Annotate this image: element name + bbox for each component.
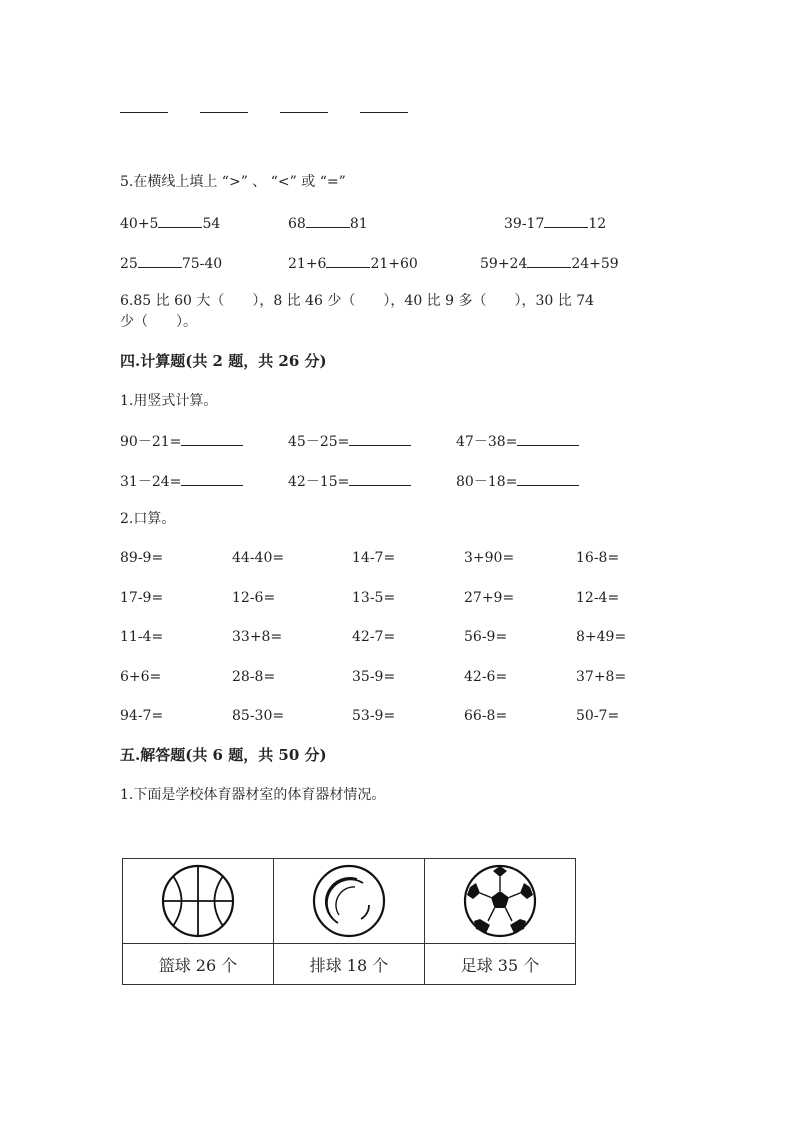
equipment-label: 排球 18 个 <box>274 944 425 985</box>
compare-blank[interactable] <box>527 253 571 268</box>
mental-math-item: 6+6= <box>120 669 162 685</box>
answer-blank[interactable] <box>360 112 408 113</box>
mental-math-item: 12-4= <box>576 590 620 606</box>
vertical-calc-item: 80－18= <box>456 471 579 491</box>
mental-math-item: 94-7= <box>120 708 164 724</box>
vertical-calc-item: 45－25= <box>288 431 411 451</box>
section-5-q1-title: 1.下面是学校体育器材室的体育器材情况。 <box>120 787 386 803</box>
mental-math-item: 85-30= <box>232 708 285 724</box>
mental-math-item: 27+9= <box>464 590 515 606</box>
mental-math-item: 53-9= <box>352 708 396 724</box>
equipment-image-cell <box>123 859 274 944</box>
compare-item: 39-17 12 <box>504 213 606 233</box>
equipment-image-cell <box>274 859 425 944</box>
compare-blank[interactable] <box>306 213 350 228</box>
mental-math-item: 3+90= <box>464 550 515 566</box>
mental-math-item: 11-4= <box>120 629 164 645</box>
answer-blank[interactable] <box>181 431 243 446</box>
mental-math-item: 13-5= <box>352 590 396 606</box>
answer-blank[interactable] <box>280 112 328 113</box>
answer-blank[interactable] <box>517 431 579 446</box>
answer-blank[interactable] <box>181 471 243 486</box>
mental-math-item: 42-7= <box>352 629 396 645</box>
answer-blank[interactable] <box>120 112 168 113</box>
q6-line-2: 少（ ）。 <box>120 314 197 330</box>
compare-item: 40+5 54 <box>120 213 220 233</box>
vertical-calc-item: 31－24= <box>120 471 243 491</box>
answer-blank[interactable] <box>349 431 411 446</box>
mental-math-item: 66-8= <box>464 708 508 724</box>
mental-math-item: 16-8= <box>576 550 620 566</box>
mental-math-item: 17-9= <box>120 590 164 606</box>
vertical-calc-item: 47－38= <box>456 431 579 451</box>
compare-item: 68 81 <box>288 213 368 233</box>
equipment-label: 篮球 26 个 <box>123 944 274 985</box>
soccer-ball-icon <box>462 863 538 939</box>
vertical-calc-item: 42－15= <box>288 471 411 491</box>
compare-item: 59+24 24+59 <box>480 253 619 273</box>
compare-blank[interactable] <box>138 253 182 268</box>
q5-title: 5.在横线上填上 “>” 、 “<” 或 “=” <box>120 174 346 190</box>
section-4-q1-title: 1.用竖式计算。 <box>120 393 218 409</box>
answer-blank[interactable] <box>349 471 411 486</box>
answer-blank[interactable] <box>200 112 248 113</box>
section-4-q2-title: 2.口算。 <box>120 511 176 527</box>
compare-blank[interactable] <box>544 213 588 228</box>
vertical-calc-item: 90－21= <box>120 431 243 451</box>
mental-math-item: 14-7= <box>352 550 396 566</box>
compare-blank[interactable] <box>158 213 202 228</box>
mental-math-item: 35-9= <box>352 669 396 685</box>
answer-blank[interactable] <box>517 471 579 486</box>
mental-math-item: 56-9= <box>464 629 508 645</box>
mental-math-item: 37+8= <box>576 669 627 685</box>
mental-math-item: 50-7= <box>576 708 620 724</box>
mental-math-item: 33+8= <box>232 629 283 645</box>
basketball-icon <box>160 863 236 939</box>
compare-blank[interactable] <box>326 253 370 268</box>
section-5-title: 五.解答题(共 6 题，共 50 分) <box>120 746 327 764</box>
section-4-title: 四.计算题(共 2 题，共 26 分) <box>120 352 327 370</box>
mental-math-item: 12-6= <box>232 590 276 606</box>
mental-math-item: 44-40= <box>232 550 285 566</box>
mental-math-item: 28-8= <box>232 669 276 685</box>
q6-line-1: 6.85 比 60 大（ ），8 比 46 少（ ），40 比 9 多（ ），30 比 74 <box>120 293 595 309</box>
mental-math-item: 42-6= <box>464 669 508 685</box>
compare-item: 21+6 21+60 <box>288 253 418 273</box>
volleyball-icon <box>311 863 387 939</box>
equipment-table <box>122 858 576 985</box>
equipment-image-cell <box>425 859 576 944</box>
mental-math-item: 89-9= <box>120 550 164 566</box>
equipment-label: 足球 35 个 <box>425 944 576 985</box>
compare-item: 25 75-40 <box>120 253 222 273</box>
mental-math-item: 8+49= <box>576 629 627 645</box>
